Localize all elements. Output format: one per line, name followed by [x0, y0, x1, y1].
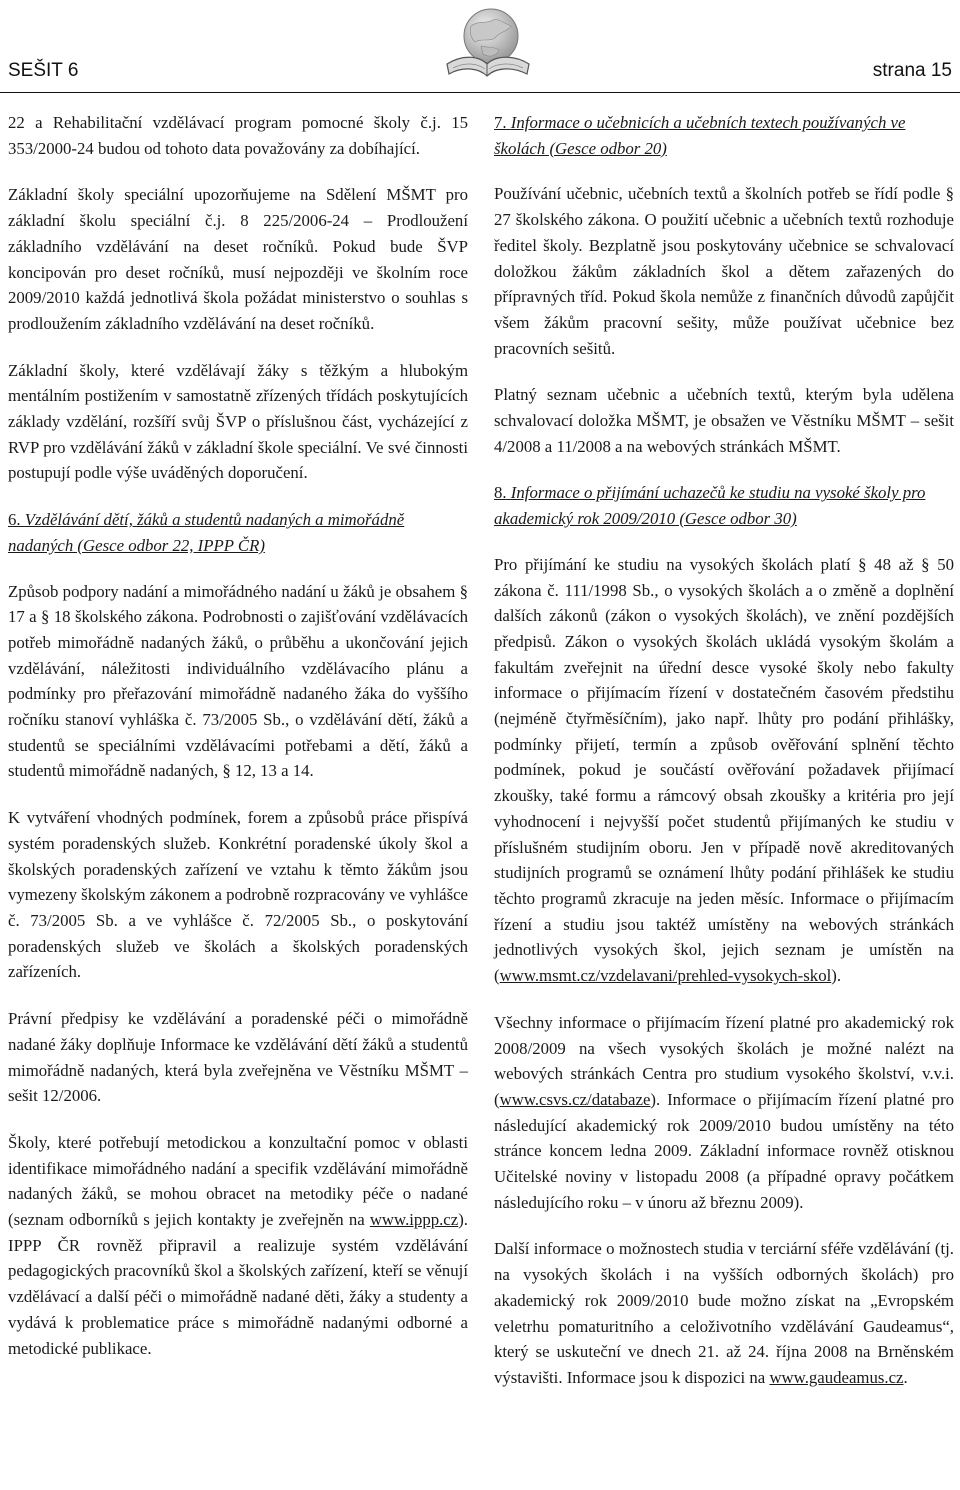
paragraph: [494, 1236, 954, 1390]
text-segment: ).: [831, 966, 842, 986]
text-segment: .: [903, 1367, 908, 1387]
page-header: [0, 0, 960, 96]
paragraph: [494, 552, 954, 989]
page-number: strana 15: [872, 60, 952, 81]
paragraph: 22 a Rehabilitační vzdělávací program pomocné školy č.j. 15 353/2000-24 budou od tohoto data považovány za dobíhající.: [8, 113, 468, 158]
issue-label: SEŠIT 6: [8, 60, 79, 81]
paragraph: [494, 1010, 954, 1216]
msmt-link[interactable]: www.msmt.cz/vzdelavani/prehled-vysokych-skol: [499, 966, 832, 986]
paragraph: Základní školy speciální upozorňujeme na Sdělení MŠMT pro základní školu speciální č.j. 8 225/2006-24 – Prodloužení základního vzdělávání na deset ročníků. Pokud bude ŠVP koncipován pro deset ročníků, musí nejpozději ve školním roce 2009/2010 každá jednotlivá škola požádat ministerstvo o souhlas s prodloužením základního vzdělávání na deset ročníků.: [8, 185, 468, 333]
text-segment: Školy, které potřebují metodickou a konzultační pomoc v oblasti identifikace mimořádného nadání a specifik vzdělávání mimořádně nadaných žáků, se mohou obracet na metodiky péče o nadané (seznam odborníků s jejich kontakty je zveřejněn na: [8, 1132, 468, 1230]
section-title: Vzdělávání dětí, žáků a studentů nadaných a mimořádně nadaných (Gesce odbor 22, IPPP ČR): [8, 510, 405, 555]
paragraph: Právní předpisy ke vzdělávání a poradenské péči o mimořádně nadané žáky doplňuje Informace ke vzdělávání dětí žáků a studentů mimořádně nadaných, která byla zveřejněna ve Věstníku MŠMT – sešit 12/2006.: [8, 1009, 468, 1106]
left-column: [8, 110, 468, 1382]
paragraph: Používání učebnic, učebních textů a školních potřeb se řídí podle § 27 školského zákona. O použití učebnic a učebních textů rozhoduje ředitel školy. Bezplatně jsou poskytovány učebnice se schvalovací doložkou žákům základních škol a dětem zařazených do přípravných tříd. Pokud škola nemůže z finančních důvodů zapůjčit všem žákům pracovní sešity, může používat učebnice bez pracovních sešitů.: [494, 184, 954, 358]
text-segment: ). Informace o přijímacím řízení platné pro následující akademický rok 2009/2010 budou umístěny na této stránce koncem ledna 2009. Základní informace rovněž otisknou Učitelské noviny v listopadu 2008 (a případné opravy počátkem následujícího roku – v únoru až březnu 2009).: [494, 1089, 954, 1212]
section-heading-6: [8, 507, 468, 558]
header-rule: [0, 92, 960, 93]
paragraph: K vytváření vhodných podmínek, forem a způsobů práce přispívá systém poradenských služeb. Konkrétní poradenské úkoly škol a školských poradenských zařízení ve vztahu k těmto žákům jsou vymezeny školským zákonem a podrobně rozpracovány ve vyhlášce č. 73/2005 Sb. a ve vyhlášce č. 72/2005 Sb., o poskytování poradenských služeb ve školách a školských poradenských zařízeních.: [8, 808, 468, 982]
section-title: Informace o přijímání uchazečů ke studiu na vysoké školy pro akademický rok 2009/2010 (Gesce odbor 30): [494, 483, 926, 529]
section-title: Informace o učebnicích a učebních textech používaných ve školách (Gesce odbor 20): [494, 113, 906, 158]
gaudeamus-link[interactable]: www.gaudeamus.cz: [769, 1367, 904, 1387]
paragraph: Platný seznam učebnic a učebních textů, kterým byla udělena schvalovací doložka MŠMT, je obsažen ve Věstníku MŠMT – sešit 4/2008 a 11/2008 a na webových stránkách MŠMT.: [494, 385, 954, 456]
text-segment: Další informace o možnostech studia v terciární sféře vzdělávání (tj. na vysokých školách i na vyšších odborných školách) pro akademický rok 2009/2010 bude možno získat na „Evropském veletrhu pomaturitního a celoživotního vzdělávání Gaudeamus“, který se uskuteční ve dnech 21. až 24. října 2008 na Brněnském výstavišti. Informace jsou k dispozici na: [494, 1239, 954, 1387]
text-segment: Všechny informace o přijímacím řízení platné pro akademický rok 2008/2009 na všech vysokých školách je možné nalézt na webových stránkách Centra pro studium vysokého školství, v.v.i. (: [494, 1012, 954, 1109]
paragraph: Způsob podpory nadání a mimořádného nadání u žáků je obsahem § 17 a § 18 školského zákona. Podrobnosti o zajišťování vzdělávacích potřeb mimořádně nadaných žáků, o průběhu a ukončování jejich vzdělávání, náležitosti individuálního vzdělávacího plánu a podmínky pro přeřazování mimořádně nadaného žáka do vyššího ročníku stanoví vyhláška č. 73/2005 Sb., o vzdělávání dětí, žáků a studentů se speciálními vzdělávacími potřebami a dětí, žáků a studentů mimořádně nadaných, § 12, 13 a 14.: [8, 581, 468, 781]
csvs-link[interactable]: www.csvs.cz/databaze: [499, 1089, 651, 1109]
paragraph: Základní školy, které vzdělávají žáky s těžkým a hlubokým mentálním postižením v samostatně zřízených třídách poskytujících základy vzdělání, rozšíří svůj ŠVP o příslušnou část, vycházející z RVP pro vzdělávání žáků v základní škole speciální. Ve své činnosti postupují podle výše uváděných doporučení.: [8, 360, 468, 483]
paragraph: [8, 1130, 468, 1361]
text-segment: ). IPPP ČR rovněž připravil a realizuje systém vzdělávání pedagogických pracovníků škol a školských zařízení, kteří se věnují vzdělávací a další péči o mimořádně nadané děti, žáky a studenty a vydává k problematice práce s mimořádně nadanými odborné a metodické publikace.: [8, 1210, 468, 1358]
section-heading-7: [494, 110, 954, 161]
book-globe-icon: [441, 2, 533, 86]
ippp-link[interactable]: www.ippp.cz: [369, 1210, 459, 1230]
right-column: [494, 110, 954, 1412]
section-number: 6.: [8, 510, 21, 530]
section-heading-8: [494, 480, 954, 531]
text-segment: Pro přijímání ke studiu na vysokých školách platí § 48 až § 50 zákona č. 111/1998 Sb., o vysokých školách a o změně a doplnění dalších zákonů (zákon o vysokých školách), ve znění pozdějších předpisů. Zákon o vysokých školách ukládá vysokým školám a fakultám zveřejnit na úřední desce vysoké školy nebo fakulty informace o přijímacím řízení v dostatečném časovém předstihu (nejméně čtyřměsíčním), jako např. lhůty pro podání přihlášky, podmínky přijetí, termín a způsob ověřování splnění těchto podmínek, pokud je součástí ověřování požadavek přijímací zkoušky, také formu a rámcový obsah zkoušky a kritéria pro její vyhodnocení i nejvyšší počet studentů přijímaných ke studiu v příslušném studijním oboru. Jen v případě nově akreditovaných studijních programů se oznámení lhůty podání přihlášek ke studiu těchto programů zkracuje na jeden měsíc. Informace o přijímacím řízení a studiu jsou taktéž umístěny na webových stránkách jednotlivých vysokých škol, jejich seznam je umístěn na (: [494, 554, 954, 986]
section-number: 8.: [494, 483, 507, 503]
section-number: 7.: [494, 113, 507, 132]
